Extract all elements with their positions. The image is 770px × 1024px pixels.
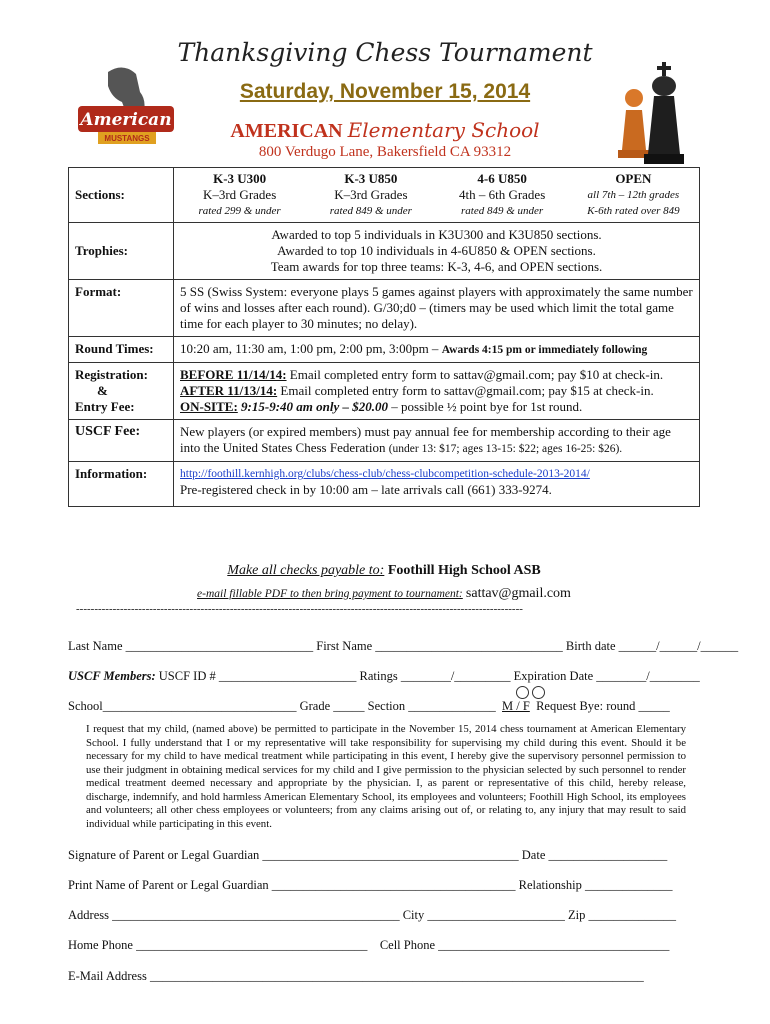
awards-time: Awards 4:15 pm or immediately following — [441, 344, 648, 356]
address-row: Address ______________________________________________ City ______________________ Zip ______________ — [68, 908, 676, 922]
ratings-field[interactable]: ________/_________ — [400, 669, 511, 683]
date-field[interactable]: ___________________ — [548, 848, 668, 862]
school-field[interactable]: _______________________________ — [102, 699, 297, 713]
email-row: E-Mail Address _______________________________________________________________________________ — [68, 969, 644, 983]
sections-row — [69, 168, 700, 223]
uscf-id-field[interactable]: ______________________ — [218, 669, 357, 683]
trophy-line: Awarded to top 5 individuals in K3U300 and K3U850 sections. — [271, 227, 602, 242]
rounds-row — [69, 337, 700, 363]
school-address: 800 Verdugo Lane, Bakersfield CA 93312 — [258, 144, 512, 160]
page-title: Thanksgiving Chess Tournament — [177, 38, 593, 67]
first-name-label: First Name — [316, 639, 373, 653]
rounds-label: Round Times: — [69, 337, 174, 363]
trophy-line: Team awards for top three teams: K-3, 4-6, and OPEN sections. — [270, 259, 603, 274]
logo-sub: MUSTANGS — [104, 134, 150, 143]
checkin-info: Pre-registered check in by 10:00 am – late arrivals call (661) 333-9274. — [180, 482, 552, 497]
parent-release-text: I request that my child, (named above) be permitted to participate in the November 15, 2014 chess tournament at American Elementary School. I fully understand that I or my representative will take responsibility for supervising my child during this event. Should it be necessary for my child to have medical treatment while participating in this event, I hereby give the supervisory personnel permission to use their judgment in obtaining medical services for my child and I give permission to the physician selected by such personnel to render medical treatment deemed necessary and appropriate by the physician. I, as parent or representative of this child, hereby release, discharge, indemnify, and hold harmless American Elementary School, its employees and volunteers; Foothill High School, its employees and volunteers; all other chess employees or volunteers; from any claims arising out of, or relating to, any injury that may result to said individual while participating in this event. — [86, 723, 686, 830]
information-row — [69, 462, 700, 507]
pdf-instructions: e-mail fillable PDF to then bring payment to tournament: sattav@gmail.com — [197, 586, 571, 601]
format-row — [69, 280, 700, 337]
cell-phone-field[interactable]: _____________________________________ — [438, 938, 670, 952]
cut-divider: -------------------------------------------------------------------------------------------------------------------------- — [76, 603, 523, 615]
format-label: Format: — [69, 280, 174, 337]
information-label: Information: — [69, 462, 174, 507]
round-times: 10:20 am, 11:30 am, 1:00 pm, 2:00 pm, 3:00pm – — [180, 341, 439, 356]
uscf-row-form: USCF Members: USCF ID # ______________________ Ratings ________/_________ Expiration Date ________/________ — [68, 669, 700, 683]
home-phone-field[interactable]: _____________________________________ — [136, 938, 368, 952]
city-field[interactable]: ______________________ — [427, 908, 565, 922]
tournament-info-table — [68, 167, 700, 507]
address-field[interactable]: ______________________________________________ — [112, 908, 400, 922]
uscf-label: USCF Fee: — [69, 420, 174, 462]
last-name-label: Last Name — [68, 639, 123, 653]
school-name-script: Elementary School — [347, 118, 540, 142]
zip-field[interactable]: ______________ — [588, 908, 676, 922]
checks-payable: Make all checks payable to: Foothill High School ASB — [227, 563, 541, 578]
email-field[interactable]: _______________________________________________________________________________ — [149, 969, 644, 983]
school-row: School_______________________________ Grade _____ Section ______________ M / F Request Bye: round _____ — [68, 699, 670, 713]
uscf-fees: (under 13: $17; ages 13-15: $22; ages 16-25: $26). — [388, 443, 623, 455]
school-name — [0, 118, 770, 143]
schedule-link[interactable]: http://foothill.kernhigh.org/clubs/chess-club/chess-clubcompetition-schedule-2013-2014/ — [180, 468, 590, 480]
registration-amp: & — [97, 383, 108, 398]
school-name-main: AMERICAN — [230, 120, 343, 142]
print-name-field[interactable]: _______________________________________ — [271, 878, 516, 892]
onsite-registration: ON-SITE: 9:15-9:40 am only – $20.00 – possible ½ point bye for 1st round. — [180, 399, 583, 414]
registration-row — [69, 363, 700, 420]
section-item: 4-6 U850 4th – 6th Grades rated 849 & under — [458, 171, 546, 217]
trophies-label: Trophies: — [69, 223, 174, 280]
trophy-line: Awarded to top 10 individuals in 4-6U850 & OPEN sections. — [277, 243, 596, 258]
section-field[interactable]: ______________ — [408, 699, 496, 713]
logo-text: American — [80, 110, 172, 130]
sections-label: Sections: — [69, 168, 174, 223]
uscf-row — [69, 420, 700, 462]
male-circle — [516, 686, 529, 699]
grade-field[interactable]: _____ — [333, 699, 365, 713]
bye-round-field[interactable]: _____ — [638, 699, 670, 713]
relationship-field[interactable]: ______________ — [584, 878, 673, 892]
name-row — [68, 639, 739, 654]
uscf-members-label: USCF Members: — [68, 669, 156, 683]
format-text: 5 SS (Swiss System: everyone plays 5 games against players with approximately the same number of wins and losses after each round). G/30;d0 – (timers may be used which limit the total game time for each player to 30 minutes; no delay). — [174, 280, 700, 337]
trophies-row — [69, 223, 700, 280]
entry-fee-label: Entry Fee: — [75, 399, 135, 414]
sections-list — [174, 171, 699, 219]
signature-field[interactable]: _________________________________________ — [262, 848, 519, 862]
phone-row: Home Phone _____________________________________ Cell Phone _____________________________________ — [68, 938, 670, 952]
expiration-field[interactable]: ________/________ — [596, 669, 700, 683]
last-name-field[interactable]: ______________________________ — [125, 639, 314, 653]
print-name-row: Print Name of Parent or Legal Guardian _______________________________________ Relationship ______________ — [68, 878, 673, 892]
before-deadline: BEFORE 11/14/14: Email completed entry form to sattav@gmail.com; pay $10 at check-in. — [180, 367, 664, 382]
first-name-field[interactable]: ______________________________ — [375, 639, 563, 653]
birth-date-field[interactable]: ______/______/______ — [618, 639, 739, 653]
birth-date-label: Birth date — [565, 639, 616, 653]
gender-label: M / F — [502, 699, 530, 713]
section-item: OPEN all 7th – 12th grades K-6th rated over 849 — [587, 171, 680, 217]
registration-label: Registration: — [75, 367, 148, 382]
signature-row: Signature of Parent or Legal Guardian _________________________________________ Date ___________________ — [68, 848, 668, 862]
section-item: K-3 U850 K–3rd Grades rated 849 & under — [329, 171, 412, 217]
event-date: Saturday, November 15, 2014 — [239, 80, 531, 103]
uscf-text: New players (or expired members) must pay annual fee for membership according to their age into the United States Chess Federation — [180, 424, 671, 455]
after-deadline: AFTER 11/13/14: Email completed entry form to sattav@gmail.com; pay $15 at check-in. — [180, 383, 654, 398]
female-circle — [532, 686, 545, 699]
section-item: K-3 U300 K–3rd Grades rated 299 & under — [198, 171, 281, 217]
